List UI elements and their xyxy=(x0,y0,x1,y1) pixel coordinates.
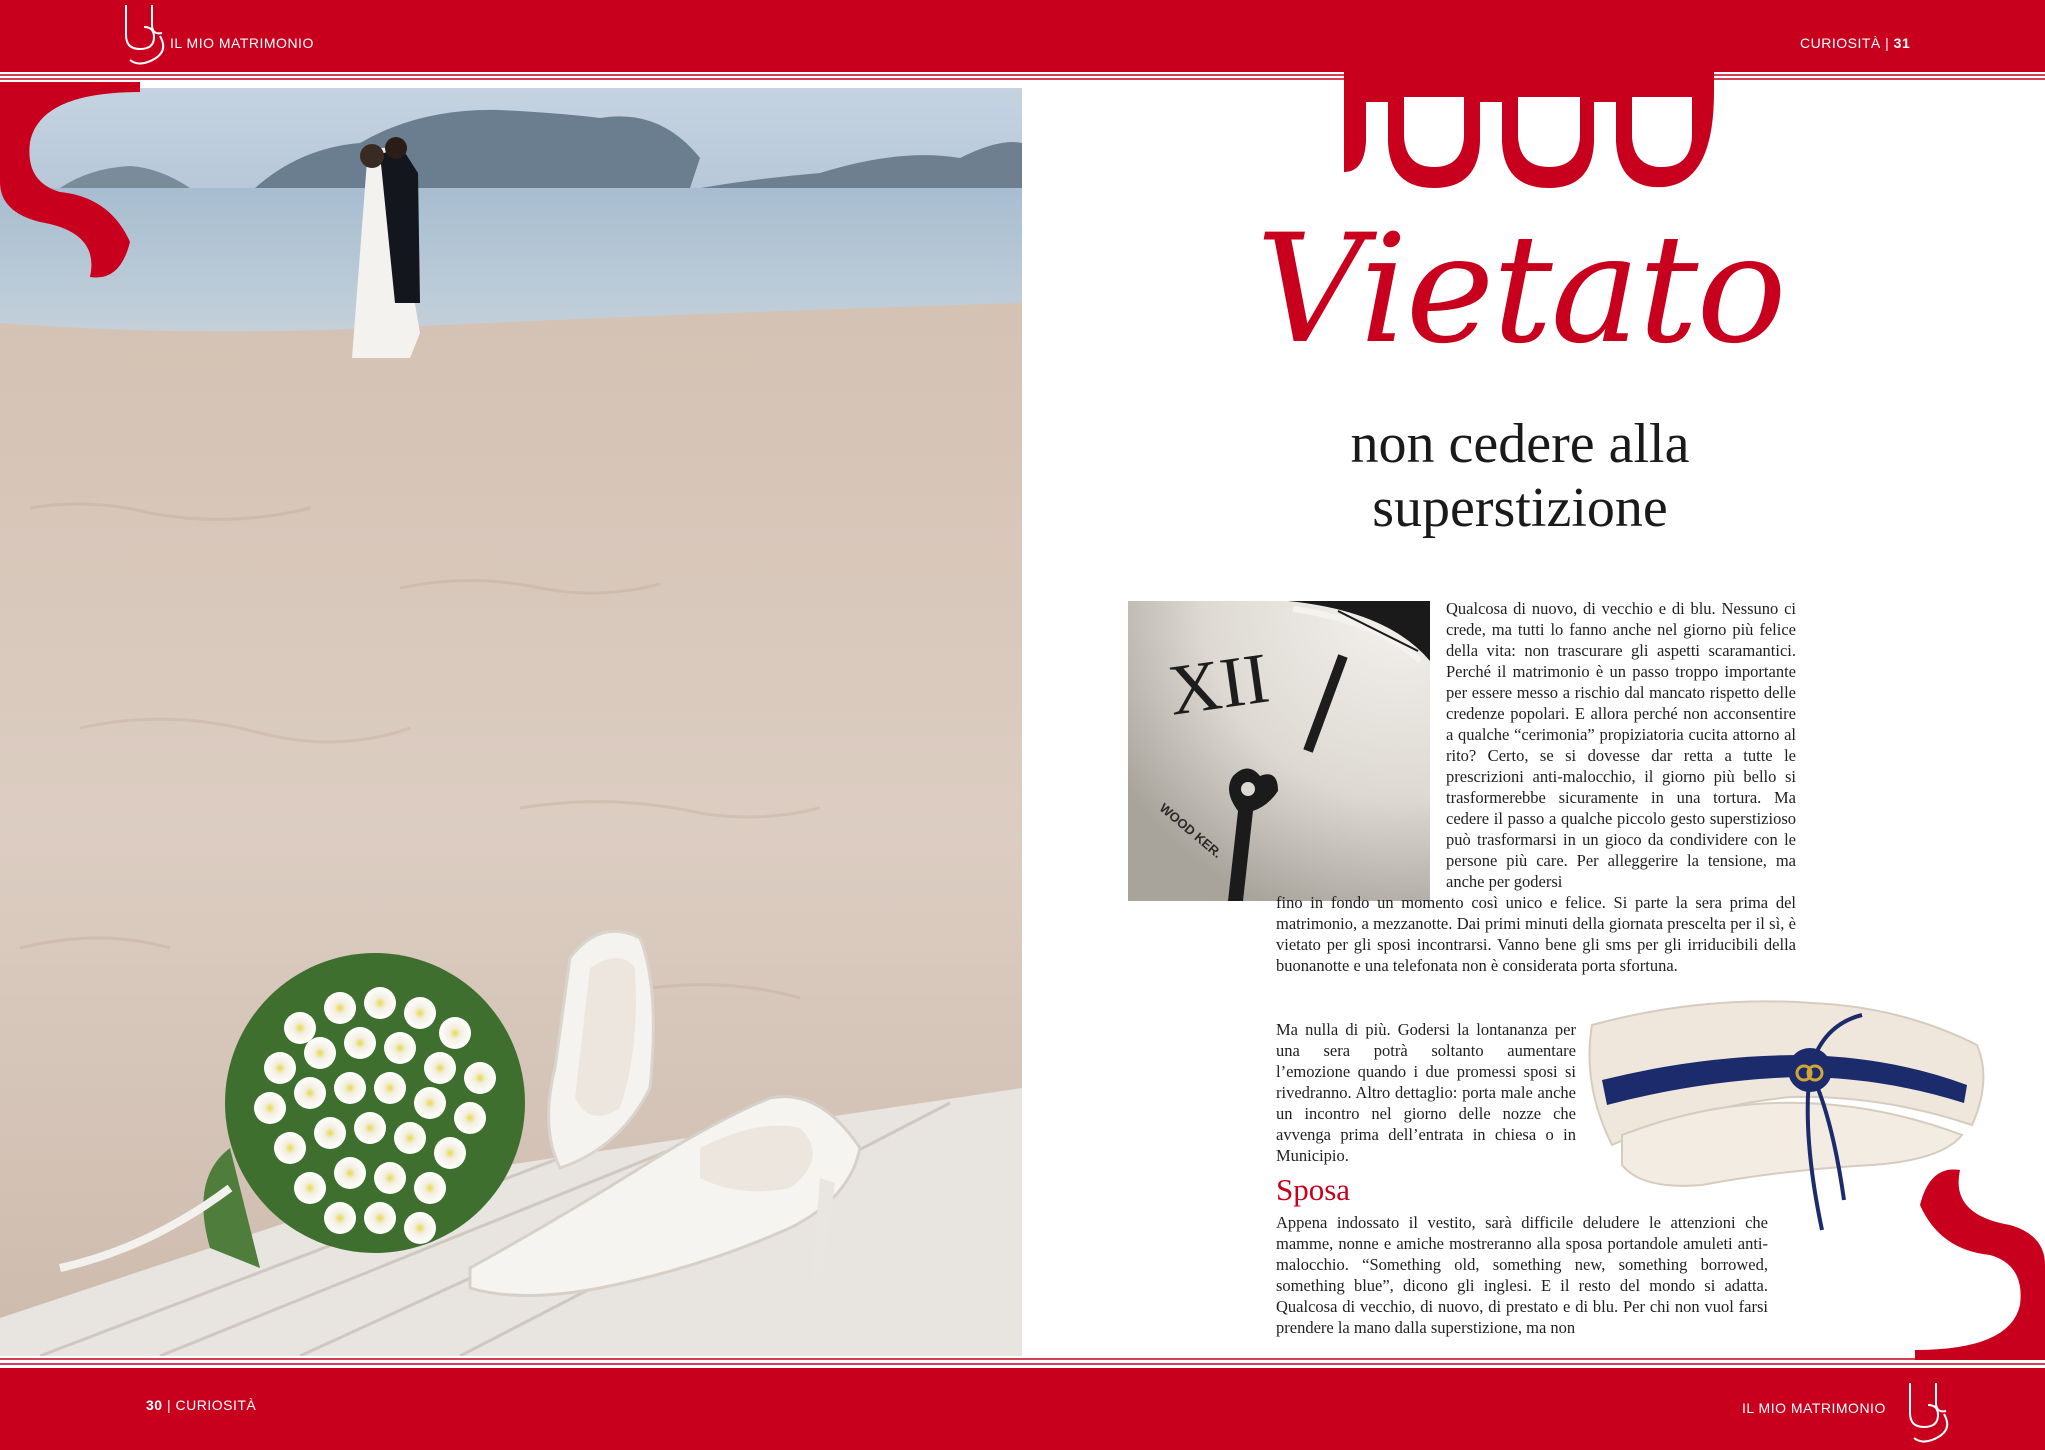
footer-magazine-label: IL MIO MATRIMONIO xyxy=(1742,1400,1886,1416)
article-title: Vietato xyxy=(1256,203,1785,377)
subtitle-line-2: superstizione xyxy=(1372,477,1668,540)
top-double-rule xyxy=(0,72,2045,82)
subtitle-line-1: non cedere alla xyxy=(1350,413,1690,475)
clock-brand: WOOD KER. xyxy=(1156,800,1225,861)
ribbon-logo-icon xyxy=(116,0,172,70)
article-body-narrow: Ma nulla di più. Godersi la lontananza per una sera potrà soltanto aumentare l’emozione quando i due promessi sposi si rivedranno. Altro dettaglio: porta male anche un incontro nel giorno delle nozze che avvenga prima dell’entrata in chiesa o in Municipio. xyxy=(1276,1020,1576,1165)
article-subtitle xyxy=(1300,412,1740,541)
beach-wedding-photo xyxy=(0,88,1022,1356)
bottom-bar xyxy=(0,1368,2045,1450)
footer-section: CURIOSITÀ xyxy=(175,1397,257,1413)
footer-separator: | xyxy=(166,1397,176,1413)
footer-page-number: 30 xyxy=(146,1397,163,1413)
ribbon-logo-icon xyxy=(1900,1378,1956,1448)
clock-numeral: XII xyxy=(1163,637,1274,731)
header-page-number: 31 xyxy=(1893,35,1911,51)
footer-page-label xyxy=(146,1397,256,1413)
bottom-double-rule xyxy=(0,1356,2045,1368)
ornament-swirl-left xyxy=(0,82,140,282)
section-heading-sposa: Sposa xyxy=(1276,1172,1351,1207)
garter-photo xyxy=(1582,985,1992,1240)
ornament-arches-top xyxy=(1344,72,1714,190)
article-intro: Qualcosa di nuovo, di vecchio e di blu. Nessuno ci crede, ma tutti lo fanno anche nel giorno più felice della vita: non trascurare gli aspetti scaramantici. Perché il matrimonio è un passo troppo importante per essere messo a rischio dal mancato rispetto delle credenze popolari. E allora perché non acconsentire a qualche “cerimonia” propiziatoria cucita attorno al rito? Certo, se si dovesse dar retta a tutte le prescrizioni anti-malocchio, il giorno più bello si trasformerebbe sicuramente in una tortura. Ma cedere il passo a qualche piccolo gesto superstizioso può trasformarsi in un gioco da condividere con le persone più care. Per alleggerire la tensione, ma anche per godersi xyxy=(1446,599,1796,891)
article-body-wide: fino in fondo un momento così unico e felice. Si parte la sera prima del matrimonio, a mezzanotte. Dai primi minuti della giornata prescelta per il sì, è vietato per gli sposi incontrarsi. Vanno bene gli sms per gli irriducibili della buonanotte e una telefonata non è considerata porta sfortuna. xyxy=(1276,893,1796,975)
header-separator: | xyxy=(1885,35,1894,51)
header-page-label xyxy=(1800,35,1910,51)
header-section: CURIOSITÀ xyxy=(1800,35,1881,51)
header-magazine-label: IL MIO MATRIMONIO xyxy=(170,35,314,51)
clock-photo xyxy=(1128,601,1430,901)
section-text-sposa: Appena indossato il vestito, sarà difficile deludere le attenzioni che mamme, nonne e amiche mostreranno alla sposa portandole amuleti anti-malocchio. “Something old, something new, something borrowed, something blue”, dicono gli inglesi. E il resto del mondo si adatta. Qualcosa di vecchio, di nuovo, di prestato e di blu. Per chi non vuol farsi prendere la mano dalla superstizione, ma non xyxy=(1276,1213,1768,1337)
